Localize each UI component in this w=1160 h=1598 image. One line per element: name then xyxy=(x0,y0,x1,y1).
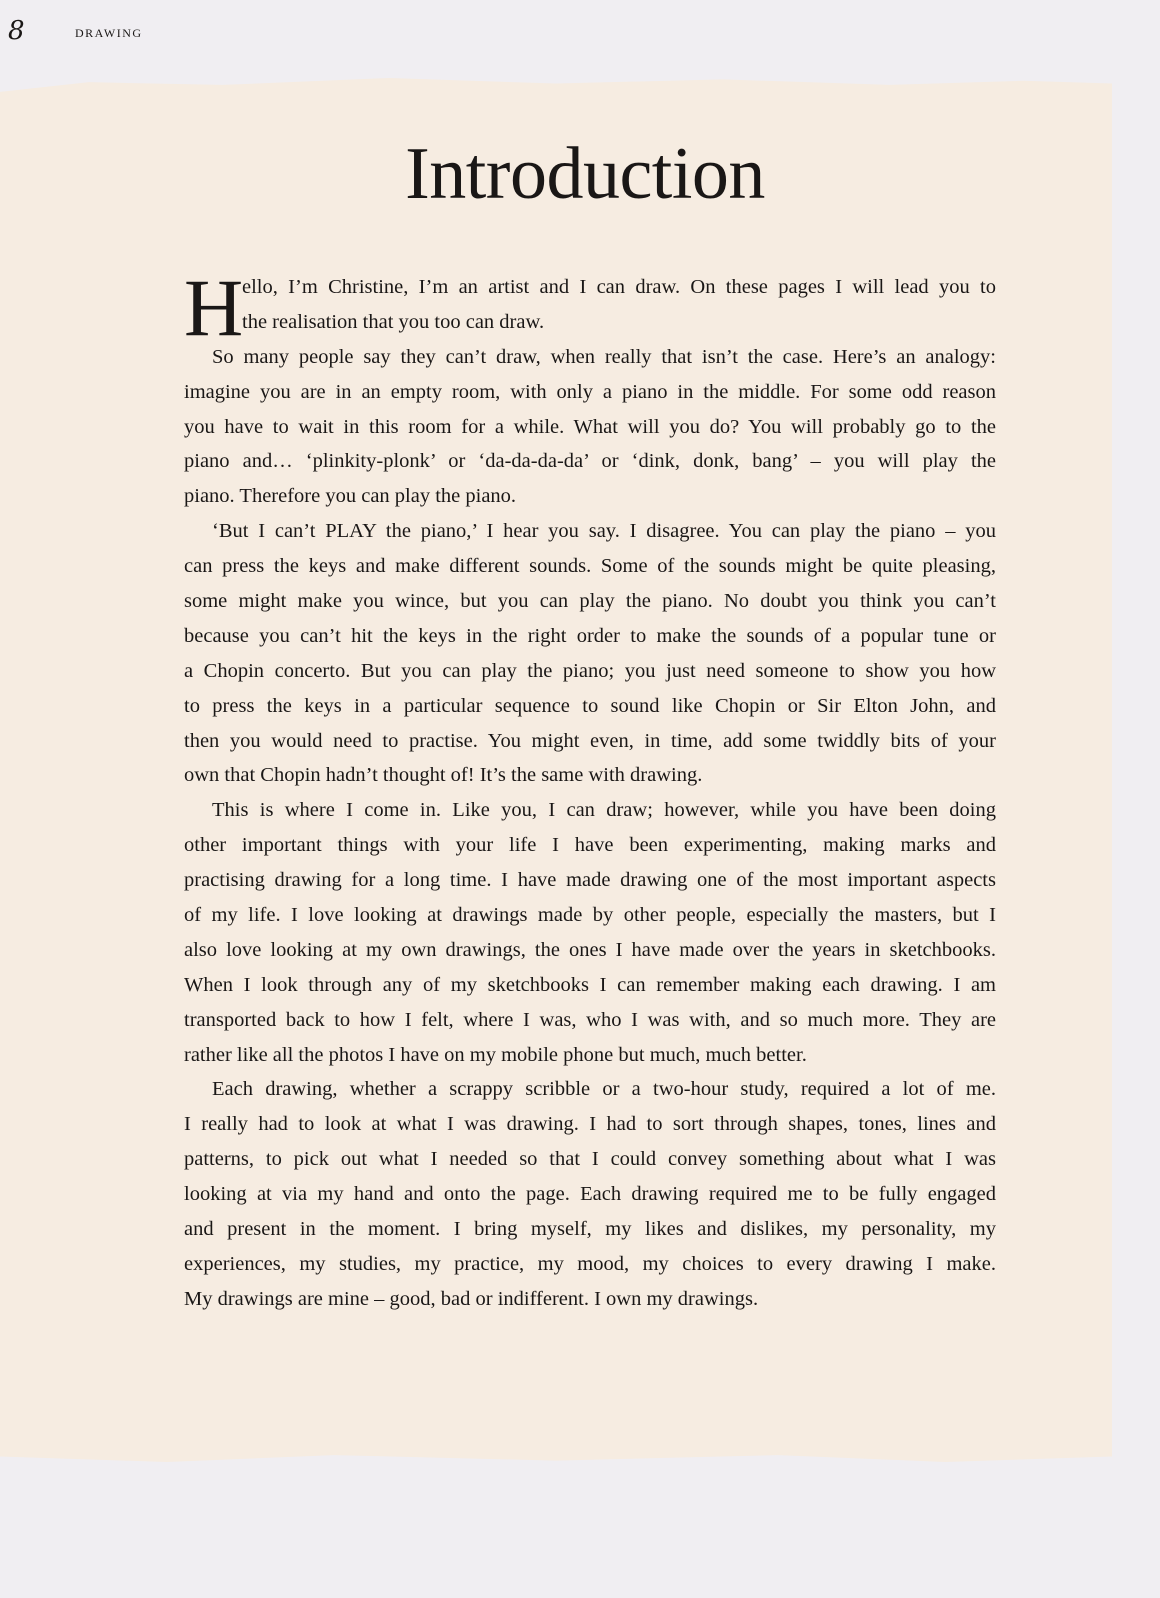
text-line: imagine you are in an empty room, with only a piano in the middle. For some odd reason xyxy=(184,380,996,403)
page-number: 8 xyxy=(8,16,25,46)
text-line: to press the keys in a particular sequence to sound like Chopin or Sir Elton John, and xyxy=(184,694,996,717)
text-line: My drawings are mine – good, bad or indifferent. I own my drawings. xyxy=(184,1287,759,1310)
text-line: some might make you wince, but you can play the piano. No doubt you think you can’t xyxy=(184,590,996,613)
drop-cap: H xyxy=(184,262,244,353)
text-line: and present in the moment. I bring myself, my likes and dislikes, my personality, my xyxy=(184,1218,996,1241)
text-line: ‘But I can’t PLAY the piano,’ I hear you say. I disagree. You can play the piano – you xyxy=(212,520,996,543)
text-line: This is where I come in. Like you, I can draw; however, while you have been doing xyxy=(212,799,996,822)
text-line: patterns, to pick out what I needed so that I could convey something about what I was xyxy=(184,1148,996,1171)
text-line: When I look through any of my sketchbooks I can remember making each drawing. I am xyxy=(184,973,996,996)
text-line: then you would need to practise. You might even, in time, add some twiddly bits of your xyxy=(184,729,996,752)
text-line: rather like all the photos I have on my mobile phone but much, much better. xyxy=(184,1043,807,1066)
text-line: piano and… ‘plinkity-plonk’ or ‘da-da-da-da’ or ‘dink, donk, bang’ – you will play the xyxy=(184,450,996,473)
paragraph xyxy=(184,1072,996,1316)
running-head: DRAWING xyxy=(75,26,143,40)
page-title: Introduction xyxy=(405,133,765,215)
text-line: I really had to look at what I was drawing. I had to sort through shapes, tones, lines and xyxy=(184,1113,996,1136)
text-line: the realisation that you too can draw. xyxy=(242,310,545,333)
text-line: a Chopin concerto. But you can play the piano; you just need someone to show you how xyxy=(184,659,996,682)
text-line: Each drawing, whether a scrappy scribble or a two-hour study, required a lot of me. xyxy=(212,1078,996,1101)
text-line: because you can’t hit the keys in the right order to make the sounds of a popular tune or xyxy=(184,624,996,647)
text-line: you have to wait in this room for a while. What will you do? You will probably go to the xyxy=(184,415,996,438)
text-line: own that Chopin hadn’t thought of! It’s the same with drawing. xyxy=(184,764,703,787)
text-line: practising drawing for a long time. I have made drawing one of the most important aspects xyxy=(184,869,996,892)
paragraph xyxy=(184,340,996,514)
text-line: ello, I’m Christine, I’m an artist and I can draw. On these pages I will lead you to xyxy=(242,276,996,298)
text-line: also love looking at my own drawings, the ones I have made over the years in sketchbooks. xyxy=(184,938,996,961)
text-line: experiences, my studies, my practice, my mood, my choices to every drawing I make. xyxy=(184,1252,996,1275)
text-line: transported back to how I felt, where I was, who I was with, and so much more. They are xyxy=(184,1008,996,1031)
text-line: looking at via my hand and onto the page. Each drawing required me to be fully engaged xyxy=(184,1183,996,1206)
paragraph xyxy=(184,793,996,1072)
body-text xyxy=(184,262,996,1317)
paragraph xyxy=(184,514,996,793)
text-line: of my life. I love looking at drawings made by other people, especially the masters, but I xyxy=(184,904,996,927)
text-line: other important things with your life I have been experimenting, making marks and xyxy=(184,834,996,857)
paragraph xyxy=(184,262,996,353)
text-line: can press the keys and make different sounds. Some of the sounds might be quite pleasing, xyxy=(184,555,996,578)
text-line: piano. Therefore you can play the piano. xyxy=(184,485,517,508)
text-line: So many people say they can’t draw, when really that isn’t the case. Here’s an analogy: xyxy=(212,345,996,368)
